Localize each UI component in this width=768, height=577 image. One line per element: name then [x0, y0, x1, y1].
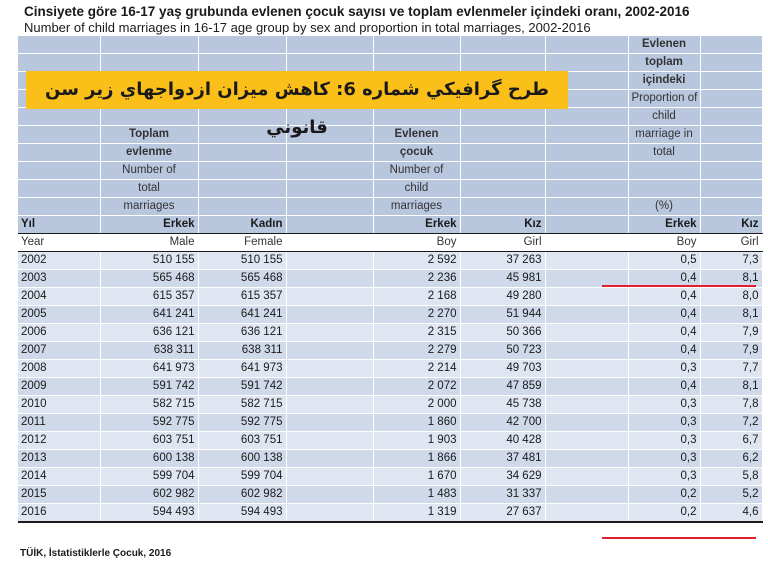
- header-total-en-3: marriage in: [628, 126, 700, 144]
- cell-empty: [545, 360, 628, 378]
- cell-boy: 1 903: [373, 432, 460, 450]
- cell-male: 641 241: [100, 306, 198, 324]
- cell-female: 603 751: [198, 432, 286, 450]
- header-total-en-1: Proportion of: [628, 90, 700, 108]
- cell-female: 615 357: [198, 288, 286, 306]
- cell-empty: [545, 504, 628, 523]
- cell-empty: [286, 468, 373, 486]
- header-child-tr-1: Evlenen: [373, 126, 460, 144]
- header-percent: (%): [628, 198, 700, 216]
- table-row: [18, 432, 762, 450]
- cell-male: 510 155: [100, 252, 198, 270]
- table-row: [18, 414, 762, 432]
- cell-girl: 27 637: [460, 504, 545, 523]
- cell-male: 638 311: [100, 342, 198, 360]
- table-row: [18, 486, 762, 504]
- cell-girl: 42 700: [460, 414, 545, 432]
- col-year-en: Year: [18, 234, 100, 252]
- table-row: [18, 378, 762, 396]
- cell-pgirl: 8,0: [700, 288, 762, 306]
- cell-empty: [545, 288, 628, 306]
- cell-girl: 37 481: [460, 450, 545, 468]
- cell-pboy: 0,4: [628, 342, 700, 360]
- cell-empty: [286, 378, 373, 396]
- cell-pboy: 0,4: [628, 306, 700, 324]
- cell-year: 2008: [18, 360, 100, 378]
- cell-empty: [545, 396, 628, 414]
- cell-year: 2016: [18, 504, 100, 523]
- table-row: [18, 288, 762, 306]
- cell-female: 600 138: [198, 450, 286, 468]
- cell-boy: 2 236: [373, 270, 460, 288]
- cell-pgirl: 7,7: [700, 360, 762, 378]
- table-body: [18, 252, 762, 523]
- col-male-en: Male: [100, 234, 198, 252]
- cell-boy: 1 866: [373, 450, 460, 468]
- header-marriages-en-3: marriages: [100, 198, 198, 216]
- header-child-en-1: Number of: [373, 162, 460, 180]
- cell-year: 2015: [18, 486, 100, 504]
- cell-empty: [545, 468, 628, 486]
- cell-pgirl: 7,9: [700, 324, 762, 342]
- cell-female: 582 715: [198, 396, 286, 414]
- cell-female: 510 155: [198, 252, 286, 270]
- cell-pgirl: 8,1: [700, 378, 762, 396]
- cell-pboy: 0,3: [628, 360, 700, 378]
- table-row: [18, 450, 762, 468]
- cell-female: 636 121: [198, 324, 286, 342]
- cell-pboy: 0,3: [628, 450, 700, 468]
- cell-male: 599 704: [100, 468, 198, 486]
- cell-girl: 37 263: [460, 252, 545, 270]
- cell-female: 594 493: [198, 504, 286, 523]
- cell-pboy: 0,5: [628, 252, 700, 270]
- cell-pgirl: 8,1: [700, 306, 762, 324]
- cell-girl: 34 629: [460, 468, 545, 486]
- cell-girl: 49 280: [460, 288, 545, 306]
- cell-male: 600 138: [100, 450, 198, 468]
- table-row: [18, 324, 762, 342]
- cell-pgirl: 7,9: [700, 342, 762, 360]
- cell-empty: [545, 414, 628, 432]
- cell-boy: 1 860: [373, 414, 460, 432]
- table-row: [18, 342, 762, 360]
- cell-male: 591 742: [100, 378, 198, 396]
- col-pboy-en: Boy: [628, 234, 700, 252]
- table-row: [18, 396, 762, 414]
- cell-empty: [286, 270, 373, 288]
- header-total-tr-1: Evlenen: [628, 36, 700, 54]
- cell-female: 591 742: [198, 378, 286, 396]
- cell-year: 2014: [18, 468, 100, 486]
- cell-year: 2005: [18, 306, 100, 324]
- cell-empty: [545, 252, 628, 270]
- cell-empty: [286, 396, 373, 414]
- cell-pboy: 0,4: [628, 288, 700, 306]
- cell-boy: 1 670: [373, 468, 460, 486]
- cell-empty: [545, 378, 628, 396]
- cell-male: 602 982: [100, 486, 198, 504]
- cell-male: 565 468: [100, 270, 198, 288]
- col-boy-en: Boy: [373, 234, 460, 252]
- cell-pboy: 0,2: [628, 486, 700, 504]
- cell-year: 2003: [18, 270, 100, 288]
- cell-year: 2006: [18, 324, 100, 342]
- col-female-en: Female: [198, 234, 286, 252]
- cell-boy: 2 270: [373, 306, 460, 324]
- col-year-tr: Yıl: [18, 216, 100, 234]
- cell-girl: 31 337: [460, 486, 545, 504]
- cell-male: 636 121: [100, 324, 198, 342]
- cell-girl: 47 859: [460, 378, 545, 396]
- title-turkish: Cinsiyete göre 16-17 yaş grubunda evlenen çocuk sayısı ve toplam evlenmeler içindeki oranı, 2002-2016: [24, 4, 690, 19]
- marriage-table: [18, 36, 763, 523]
- cell-male: 603 751: [100, 432, 198, 450]
- cell-year: 2013: [18, 450, 100, 468]
- col-boy-tr: Erkek: [373, 216, 460, 234]
- cell-female: 599 704: [198, 468, 286, 486]
- cell-empty: [286, 450, 373, 468]
- cell-boy: 2 592: [373, 252, 460, 270]
- cell-empty: [286, 324, 373, 342]
- cell-pboy: 0,3: [628, 432, 700, 450]
- cell-male: 594 493: [100, 504, 198, 523]
- header-child-tr-2: çocuk: [373, 144, 460, 162]
- cell-boy: 2 214: [373, 360, 460, 378]
- source-note: TÜİK, İstatistiklerle Çocuk, 2016: [20, 548, 172, 559]
- header-marriages-en-2: total: [100, 180, 198, 198]
- cell-boy: 2 072: [373, 378, 460, 396]
- cell-pgirl: 6,7: [700, 432, 762, 450]
- cell-pboy: 0,3: [628, 414, 700, 432]
- header-marriages-tr-1: Toplam: [100, 126, 198, 144]
- table-row: [18, 468, 762, 486]
- cell-boy: 1 483: [373, 486, 460, 504]
- cell-year: 2004: [18, 288, 100, 306]
- cell-empty: [286, 306, 373, 324]
- header-marriages-en-1: Number of: [100, 162, 198, 180]
- cell-empty: [286, 360, 373, 378]
- cell-empty: [545, 486, 628, 504]
- cell-girl: 40 428: [460, 432, 545, 450]
- cell-empty: [286, 486, 373, 504]
- cell-empty: [545, 324, 628, 342]
- table-row: [18, 306, 762, 324]
- table-row: [18, 252, 762, 270]
- table-header: [18, 36, 762, 252]
- header-child-en-2: child: [373, 180, 460, 198]
- cell-pgirl: 8,1: [700, 270, 762, 288]
- cell-boy: 2 168: [373, 288, 460, 306]
- cell-female: 641 241: [198, 306, 286, 324]
- cell-empty: [286, 504, 373, 523]
- cell-girl: 45 738: [460, 396, 545, 414]
- cell-pboy: 0,2: [628, 504, 700, 523]
- header-child-en-3: marriages: [373, 198, 460, 216]
- header-total-tr-3: içindeki: [628, 72, 700, 90]
- cell-boy: 2 315: [373, 324, 460, 342]
- cell-male: 582 715: [100, 396, 198, 414]
- cell-pgirl: 6,2: [700, 450, 762, 468]
- col-male-tr: Erkek: [100, 216, 198, 234]
- cell-year: 2010: [18, 396, 100, 414]
- table-row: [18, 504, 762, 523]
- cell-year: 2002: [18, 252, 100, 270]
- cell-year: 2007: [18, 342, 100, 360]
- header-total-en-4: total: [628, 144, 700, 162]
- cell-pgirl: 5,8: [700, 468, 762, 486]
- cell-empty: [545, 432, 628, 450]
- cell-male: 615 357: [100, 288, 198, 306]
- cell-female: 638 311: [198, 342, 286, 360]
- col-girl-en: Girl: [460, 234, 545, 252]
- cell-pboy: 0,3: [628, 396, 700, 414]
- cell-pgirl: 4,6: [700, 504, 762, 523]
- cell-year: 2011: [18, 414, 100, 432]
- cell-pboy: 0,4: [628, 324, 700, 342]
- cell-female: 565 468: [198, 270, 286, 288]
- cell-pboy: 0,4: [628, 378, 700, 396]
- cell-pboy: 0,4: [628, 270, 700, 288]
- cell-boy: 2 000: [373, 396, 460, 414]
- cell-empty: [545, 306, 628, 324]
- cell-empty: [286, 342, 373, 360]
- cell-pboy: 0,3: [628, 468, 700, 486]
- cell-pgirl: 7,8: [700, 396, 762, 414]
- table-row: [18, 360, 762, 378]
- header-marriages-tr-2: evlenme: [100, 144, 198, 162]
- cell-female: 641 973: [198, 360, 286, 378]
- cell-empty: [286, 252, 373, 270]
- cell-year: 2012: [18, 432, 100, 450]
- cell-empty: [545, 342, 628, 360]
- cell-empty: [286, 288, 373, 306]
- col-female-tr: Kadın: [198, 216, 286, 234]
- header-total-en-2: child: [628, 108, 700, 126]
- cell-girl: 50 366: [460, 324, 545, 342]
- underline-2002: [602, 285, 756, 287]
- cell-male: 592 775: [100, 414, 198, 432]
- col-pboy-tr: Erkek: [628, 216, 700, 234]
- cell-empty: [545, 450, 628, 468]
- cell-female: 592 775: [198, 414, 286, 432]
- cell-girl: 51 944: [460, 306, 545, 324]
- cell-pgirl: 7,2: [700, 414, 762, 432]
- cell-year: 2009: [18, 378, 100, 396]
- title-english: Number of child marriages in 16-17 age group by sex and proportion in total marriages, 2002-2016: [24, 20, 591, 35]
- cell-male: 641 973: [100, 360, 198, 378]
- cell-empty: [286, 432, 373, 450]
- underline-2016: [602, 537, 756, 539]
- cell-girl: 49 703: [460, 360, 545, 378]
- header-total-tr-2: toplam: [628, 54, 700, 72]
- persian-caption-banner: طرح گرافيكي شماره 6: كاهش ميزان ازدواجهاي زير سن قانوني: [26, 71, 568, 109]
- cell-pgirl: 7,3: [700, 252, 762, 270]
- cell-boy: 1 319: [373, 504, 460, 523]
- cell-boy: 2 279: [373, 342, 460, 360]
- cell-female: 602 982: [198, 486, 286, 504]
- cell-pgirl: 5,2: [700, 486, 762, 504]
- col-pgirl-tr: Kız: [700, 216, 762, 234]
- col-girl-tr: Kız: [460, 216, 545, 234]
- cell-girl: 50 723: [460, 342, 545, 360]
- cell-girl: 45 981: [460, 270, 545, 288]
- col-pgirl-en: Girl: [700, 234, 762, 252]
- cell-empty: [286, 414, 373, 432]
